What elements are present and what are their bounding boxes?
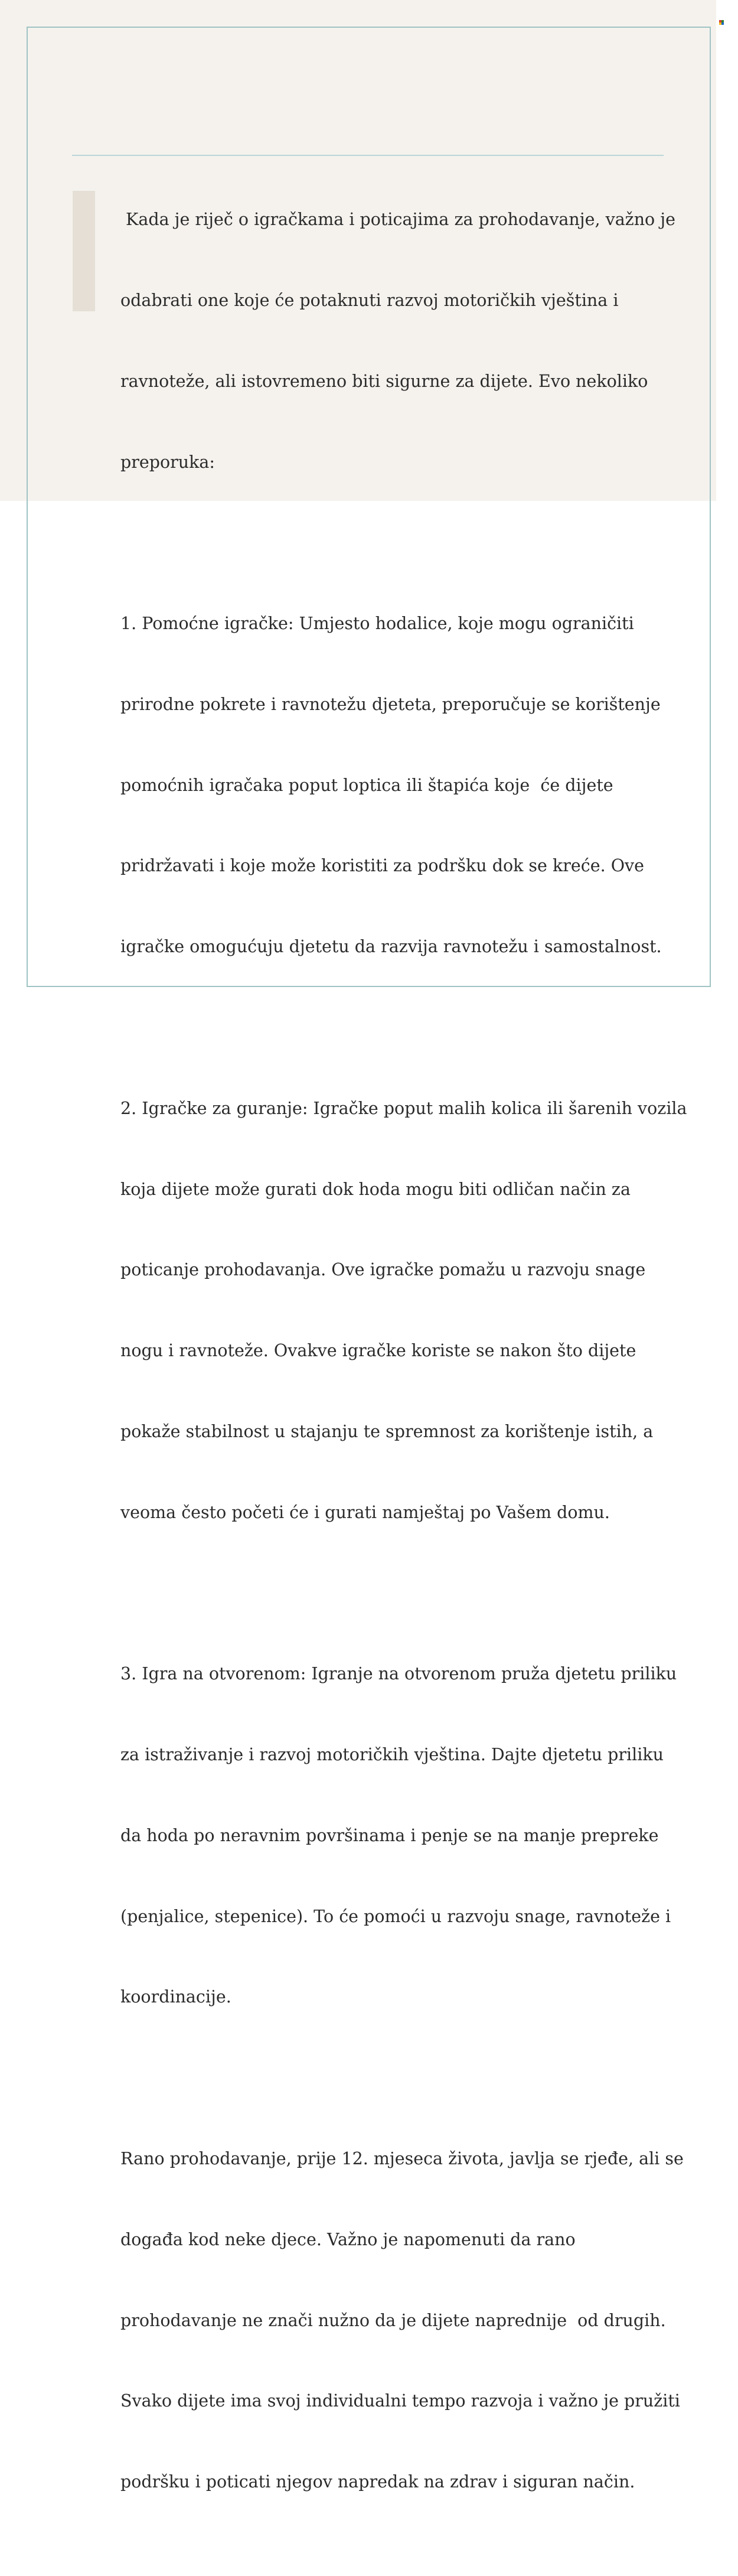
text-line: Kada je riječ o igračkama i poticajima za prohodavanje, važno je <box>120 210 675 230</box>
text-line: nogu i ravnoteže. Ovakve igračke koriste se nakon što dijete <box>120 1341 636 1361</box>
text-line: koordinacije. <box>120 1987 231 2007</box>
text-line: pridržavati i koje može koristiti za podršku dok se kreće. Ove <box>120 856 645 876</box>
text-line: (penjalice, stepenice). To će pomoći u razvoju snage, ravnoteže i <box>120 1906 671 1926</box>
text-line: 2. Igračke za guranje: Igračke poput malih kolica ili šarenih vozila <box>120 1098 687 1118</box>
text-line: ravnoteže, ali istovremeno biti sigurne za dijete. Evo nekoliko <box>120 371 648 391</box>
text-line: prohodavanje ne znači nužno da je dijete naprednije od drugih. <box>120 2310 666 2330</box>
body-text <box>120 152 711 2576</box>
text-line: Rano prohodavanje, prije 12. mjeseca života, javlja se rjeđe, ali se <box>120 2148 684 2168</box>
decorative-accent-bar <box>73 191 95 311</box>
corner-color-mark-icon <box>719 20 725 26</box>
paragraph-item-3 <box>120 1607 711 2064</box>
right-margin-strip <box>716 0 738 501</box>
text-line: poticanje prohodavanja. Ove igračke pomažu u razvoju snage <box>120 1260 646 1280</box>
text-line: 3. Igra na otvorenom: Igranje na otvorenom pruža djetetu priliku <box>120 1664 677 1684</box>
text-line: 1. Pomoćne igračke: Umjesto hodalice, koje mogu ograničiti <box>120 614 634 634</box>
text-line: odabrati one koje će potaknuti razvoj motoričkih vještina i <box>120 290 619 310</box>
text-line: koja dijete može gurati dok hoda mogu biti odličan način za <box>120 1179 631 1199</box>
paragraph-conclusion <box>120 2092 711 2549</box>
paragraph-item-2 <box>120 1041 711 1580</box>
paragraph-intro <box>120 152 711 529</box>
text-line: preporuka: <box>120 452 215 472</box>
text-line: Svako dijete ima svoj individualni tempo razvoja i važno je pružiti <box>120 2391 680 2411</box>
text-line: za istraživanje i razvoj motoričkih vještina. Dajte djetetu priliku <box>120 1745 664 1765</box>
text-line: igračke omogućuju djetetu da razvija ravnotežu i samostalnost. <box>120 937 662 957</box>
text-line: pokaže stabilnost u stajanju te spremnost za korištenje istih, a <box>120 1421 654 1441</box>
text-line: događa kod neke djece. Važno je napomenuti da rano <box>120 2229 576 2249</box>
text-line: pomoćnih igračaka poput loptica ili štapića koje će dijete <box>120 775 613 795</box>
text-line: prirodne pokrete i ravnotežu djeteta, preporučuje se korištenje <box>120 694 661 714</box>
text-line: veoma često početi će i gurati namještaj po Vašem domu. <box>120 1502 610 1522</box>
text-line: podršku i poticati njegov napredak na zdrav i siguran način. <box>120 2472 635 2492</box>
text-line: da hoda po neravnim površinama i penje se na manje prepreke <box>120 1825 659 1845</box>
paragraph-item-1 <box>120 556 711 1014</box>
